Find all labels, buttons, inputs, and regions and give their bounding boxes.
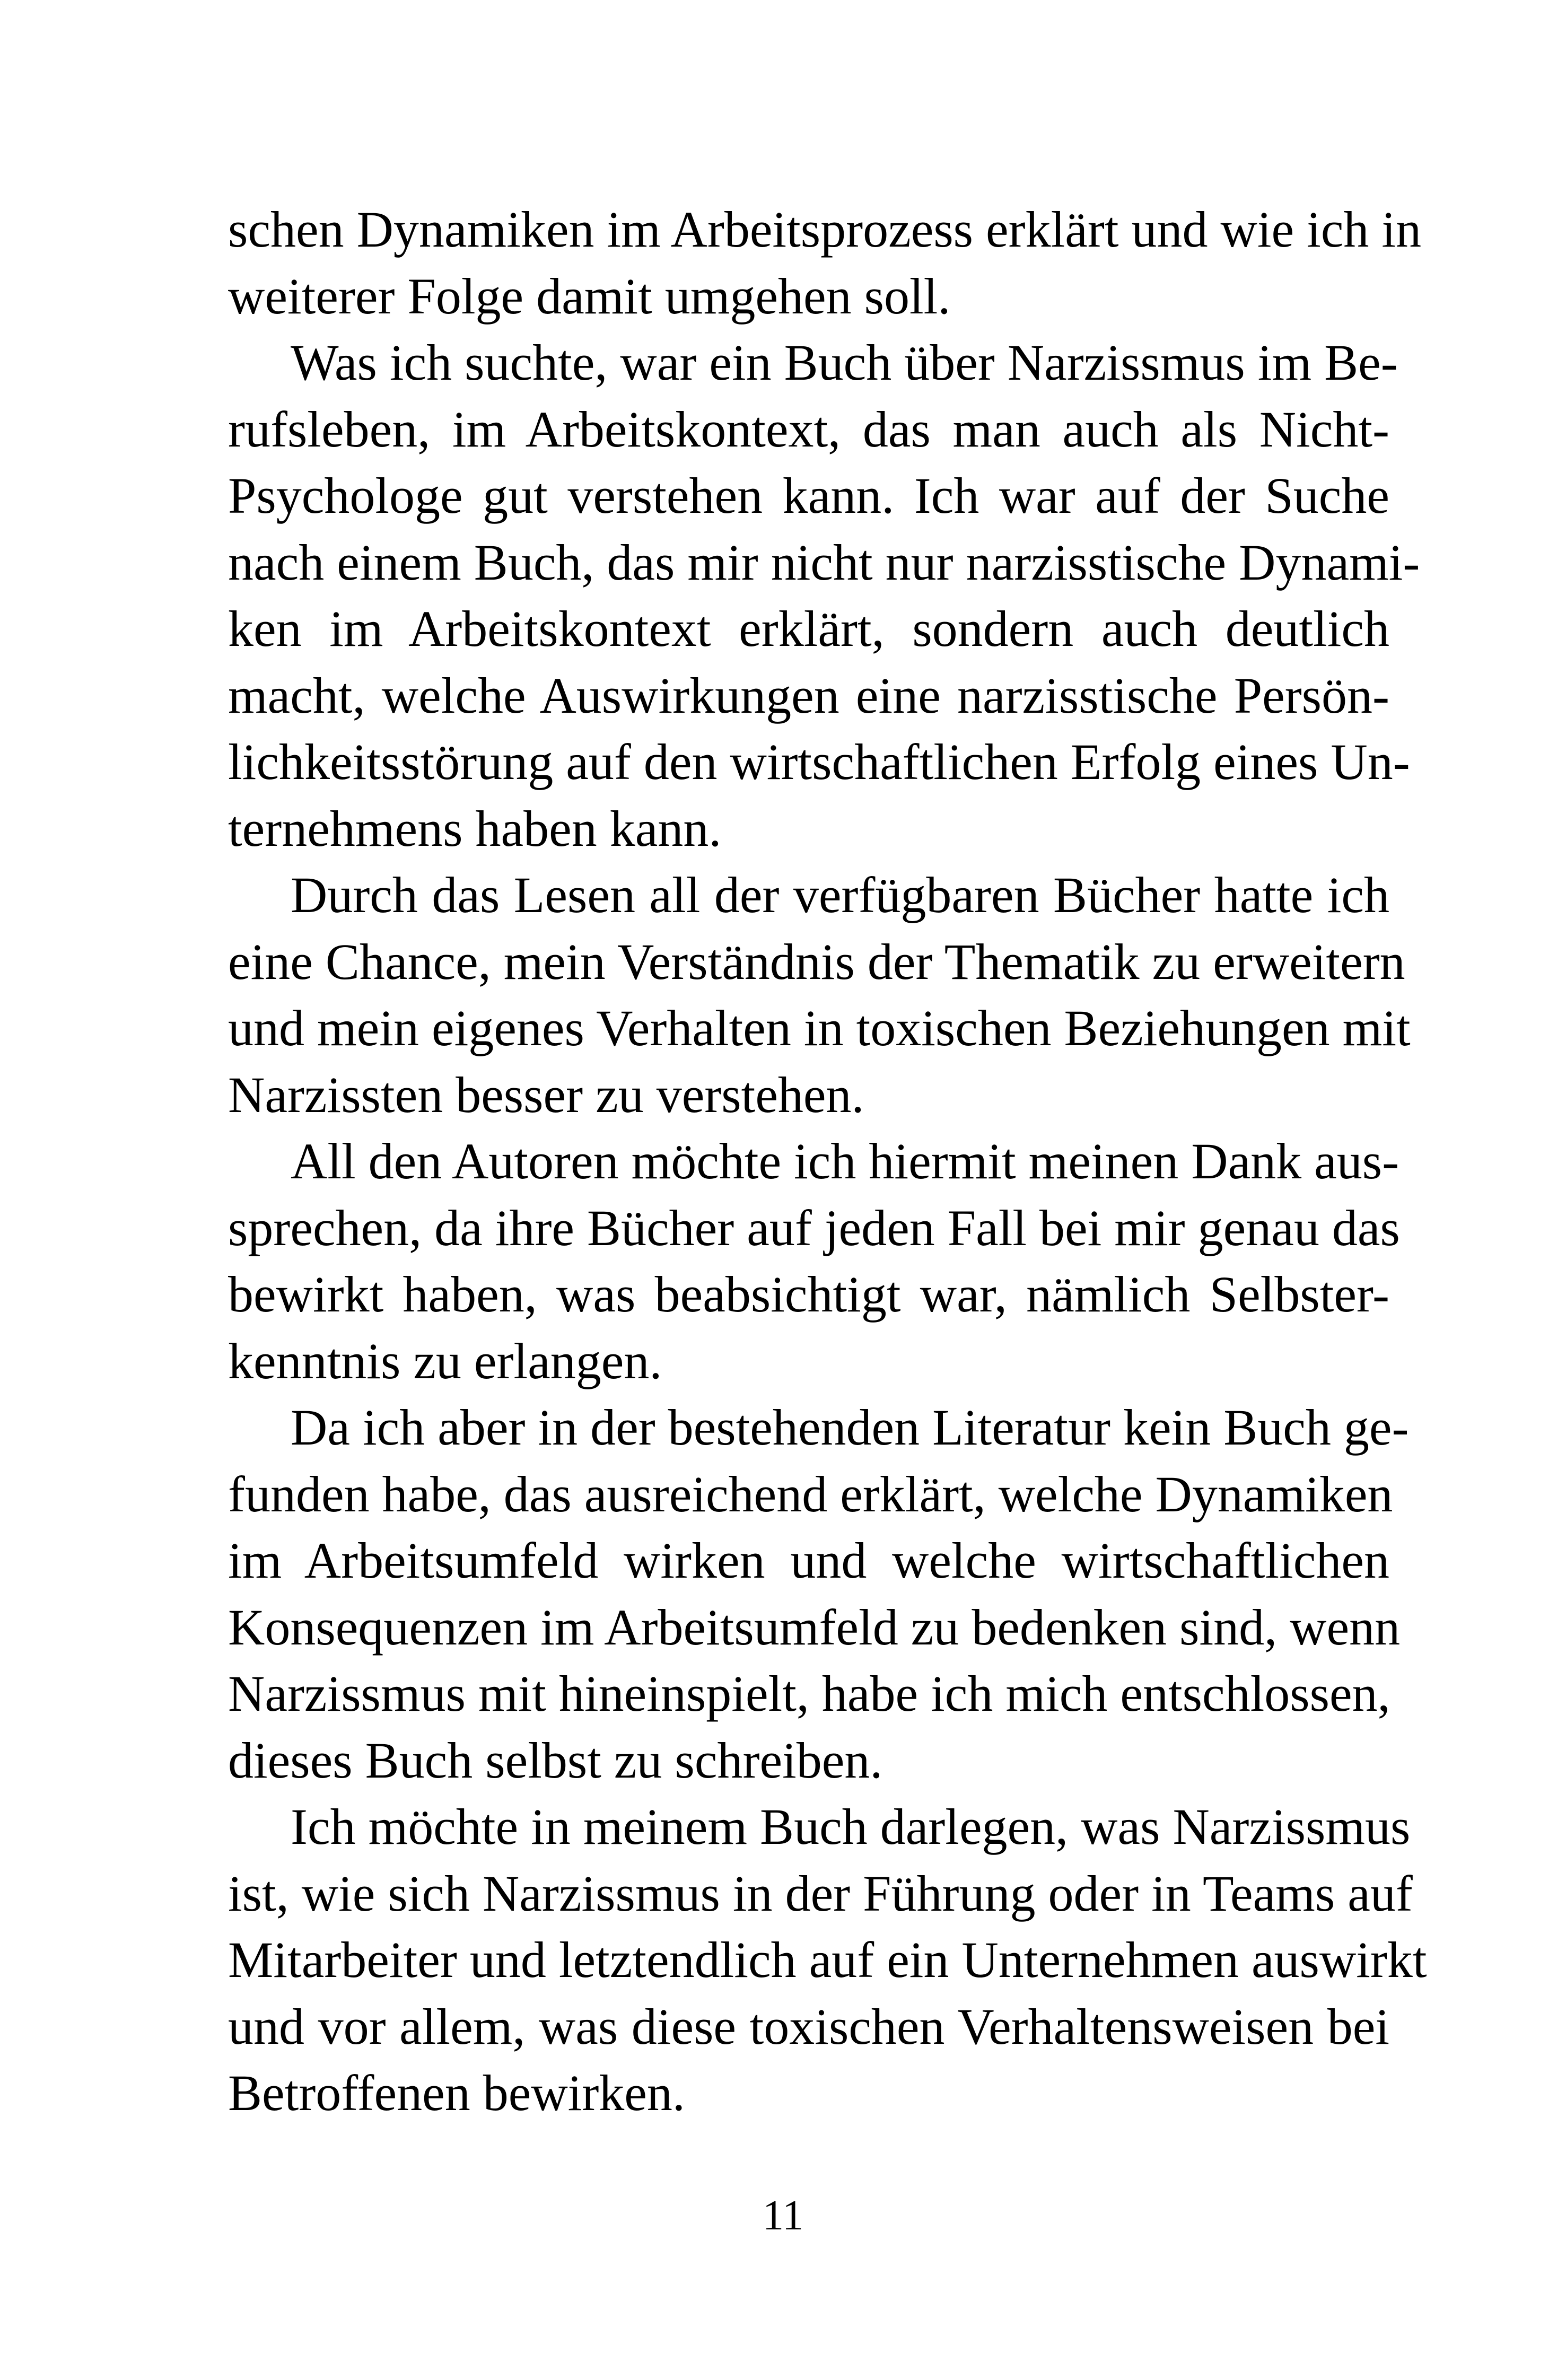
paragraph bbox=[228, 1128, 1400, 1394]
text-line: rufsleben, im Arbeitskontext, das man auch als Nicht- bbox=[228, 400, 1389, 458]
paragraph bbox=[228, 196, 1422, 329]
text-line: lichkeitsstörung auf den wirtschaftlichen Erfolg eines Un- bbox=[228, 733, 1410, 790]
paragraph bbox=[228, 862, 1411, 1128]
body-text bbox=[228, 196, 1427, 2127]
text-line: und mein eigenes Verhalten in toxischen Beziehungen mit bbox=[228, 1000, 1411, 1056]
text-line: Betroffenen bewirken. bbox=[228, 2064, 685, 2121]
text-line: Psychologe gut verstehen kann. Ich war auf der Suche bbox=[228, 467, 1389, 524]
text-line: All den Autoren möchte ich hiermit meinen Dank aus- bbox=[291, 1133, 1399, 1189]
text-line: ternehmens haben kann. bbox=[228, 800, 722, 857]
text-line: macht, welche Auswirkungen eine narzisstische Persön- bbox=[228, 667, 1389, 724]
text-line: weiterer Folge damit umgehen soll. bbox=[228, 267, 951, 325]
text-line: dieses Buch selbst zu schreiben. bbox=[228, 1731, 883, 1789]
text-line: Da ich aber in der bestehenden Literatur kein Buch ge- bbox=[291, 1399, 1409, 1456]
paragraph bbox=[228, 329, 1420, 862]
paragraph bbox=[228, 1793, 1427, 2127]
text-line: ist, wie sich Narzissmus in der Führung oder in Teams auf bbox=[228, 1865, 1413, 1922]
paragraph bbox=[228, 1394, 1409, 1793]
text-line: eine Chance, mein Verständnis der Thematik zu erweitern bbox=[228, 933, 1405, 990]
text-line: Ich möchte in meinem Buch darlegen, was Narzissmus bbox=[291, 1798, 1411, 1855]
text-line: Narzissmus mit hineinspielt, habe ich mich entschlossen, bbox=[228, 1665, 1390, 1722]
text-line: ken im Arbeitskontext erklärt, sondern auch deutlich bbox=[228, 600, 1389, 657]
text-line: sprechen, da ihre Bücher auf jeden Fall bei mir genau das bbox=[228, 1199, 1400, 1256]
text-line: Was ich suchte, war ein Buch über Narzissmus im Be- bbox=[291, 334, 1398, 391]
text-line: Durch das Lesen all der verfügbaren Bücher hatte ich bbox=[291, 867, 1389, 923]
text-line: Narzissten besser zu verstehen. bbox=[228, 1066, 864, 1123]
text-line: funden habe, das ausreichend erklärt, welche Dynamiken bbox=[228, 1465, 1393, 1522]
text-line: nach einem Buch, das mir nicht nur narzisstische Dynami- bbox=[228, 533, 1420, 591]
text-line: und vor allem, was diese toxischen Verhaltensweisen bei bbox=[228, 1998, 1389, 2055]
text-line: Mitarbeiter und letztendlich auf ein Unternehmen auswirkt bbox=[228, 1931, 1427, 1988]
text-line: kenntnis zu erlangen. bbox=[228, 1332, 662, 1389]
text-line: bewirkt haben, was beabsichtigt war, nämlich Selbster- bbox=[228, 1266, 1389, 1323]
text-line: schen Dynamiken im Arbeitsprozess erklärt und wie ich in bbox=[228, 201, 1422, 258]
text-line: Konsequenzen im Arbeitsumfeld zu bedenken sind, wenn bbox=[228, 1598, 1401, 1656]
page-number: 11 bbox=[762, 2192, 804, 2239]
text-line: im Arbeitsumfeld wirken und welche wirtschaftlichen bbox=[228, 1532, 1389, 1589]
